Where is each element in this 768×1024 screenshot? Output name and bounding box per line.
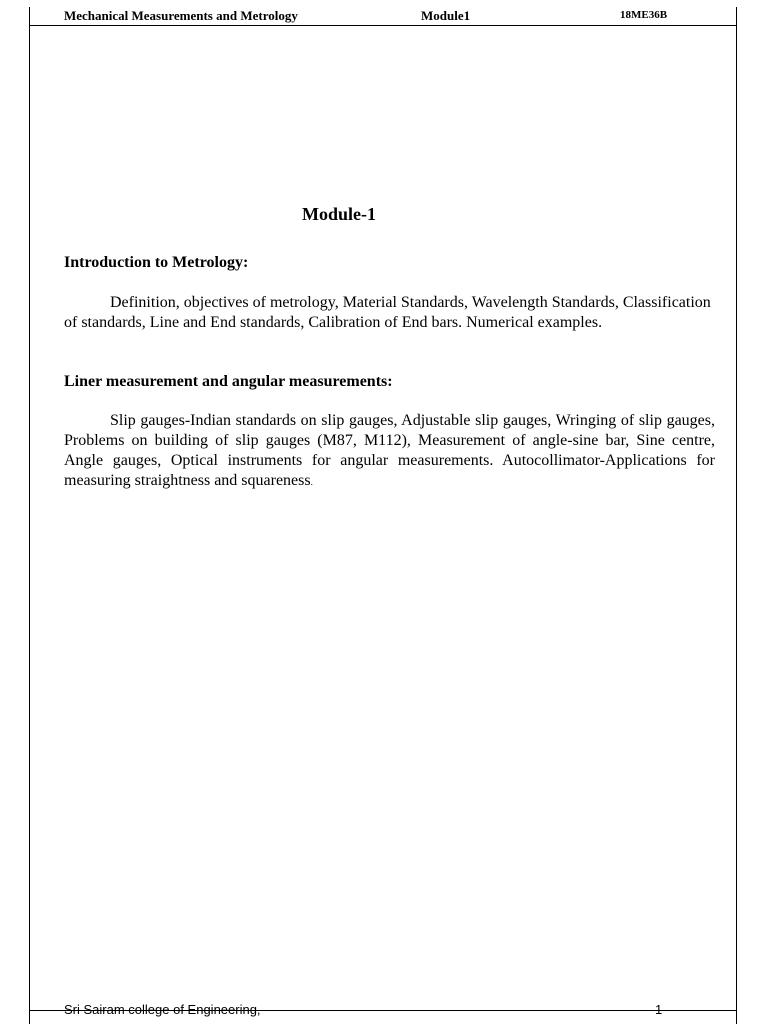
header-module-label: Module1: [421, 8, 471, 23]
page-header: [64, 8, 724, 26]
footer-page-number: 1: [655, 1002, 663, 1017]
section-body-measurements: [64, 411, 715, 492]
section-heading-measurements: Liner measurement and angular measurements:: [64, 373, 393, 390]
module-title: Module-1: [302, 204, 376, 224]
page-border: [29, 7, 737, 1024]
section-body-introduction-text: Definition, objectives of metrology, Material Standards, Wavelength Standards, Classification of standards, Line and End standards, Calibration of End bars. Numerical examples.: [64, 294, 711, 331]
section-heading-introduction: Introduction to Metrology:: [64, 254, 249, 271]
header-divider: [30, 25, 736, 26]
footer-institution: Sri Sairam college of Engineering,: [64, 1002, 261, 1017]
header-course-code: 18ME36B: [620, 9, 668, 21]
section-body-trailing-period: .: [310, 477, 313, 487]
header-course-title: Mechanical Measurements and Metrology: [64, 8, 298, 23]
section-body-introduction: [64, 293, 715, 333]
section-body-measurements-text: Slip gauges-Indian standards on slip gauges, Adjustable slip gauges, Wringing of slip gauges, Problems on building of slip gauges (M87, M112), Measurement of angle-sine bar, Sine centre, Angle gauges, Optical instruments for angular measurements. Autocollimator-Applications for measuring straightness and squareness: [64, 412, 715, 489]
